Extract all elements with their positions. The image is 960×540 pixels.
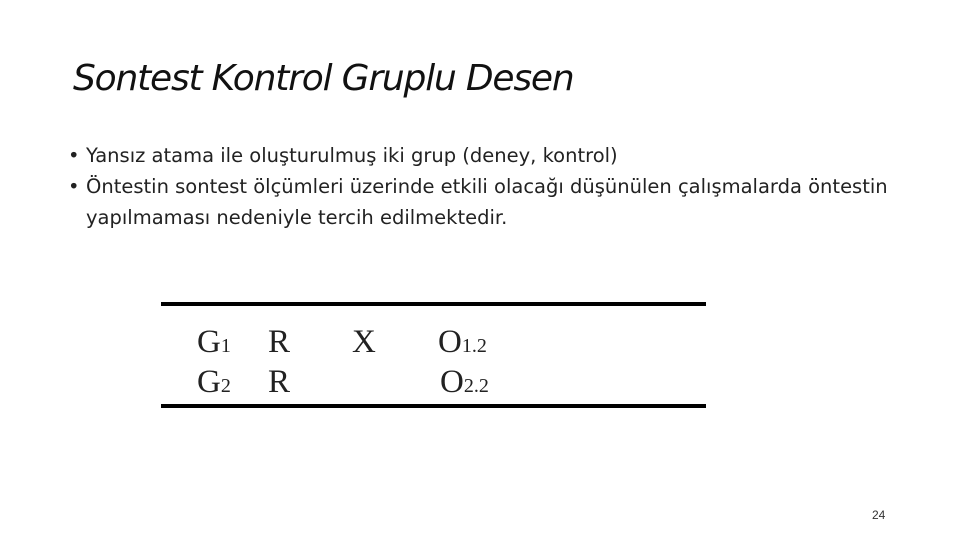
group-letter: G — [197, 364, 221, 400]
observation-subscript: 2.2 — [463, 375, 489, 397]
group-2-posttest — [440, 366, 489, 403]
bullet-marker: • — [68, 144, 80, 167]
bullet-item — [68, 140, 888, 171]
group-1-random-assignment: R — [268, 324, 291, 360]
bullet-text: Yansız atama ile oluşturulmuş iki grup (deney, kontrol) — [86, 144, 618, 167]
page-number: 24 — [872, 508, 886, 522]
group-2-label — [197, 366, 231, 403]
group-2-random-assignment: R — [268, 364, 291, 400]
bullet-marker: • — [68, 175, 80, 198]
group-subscript: 2 — [220, 375, 231, 397]
design-top-rule — [161, 302, 706, 306]
slide-title: Sontest Kontrol Gruplu Desen — [73, 58, 574, 99]
design-bottom-rule — [161, 404, 706, 408]
observation-letter: O — [440, 364, 464, 400]
bullet-item — [68, 171, 888, 233]
observation-subscript: 1.2 — [461, 335, 487, 357]
group-subscript: 1 — [220, 335, 231, 357]
observation-letter: O — [438, 324, 462, 360]
bullet-list — [68, 140, 888, 233]
group-1-treatment: X — [352, 324, 376, 360]
bullet-text: Öntestin sontest ölçümleri üzerinde etkili olacağı düşünülen çalışmalarda öntestin yapılmaması nedeniyle tercih edilmektedir. — [86, 175, 888, 229]
group-1-posttest — [438, 326, 487, 363]
group-1-label — [197, 326, 231, 363]
group-letter: G — [197, 324, 221, 360]
